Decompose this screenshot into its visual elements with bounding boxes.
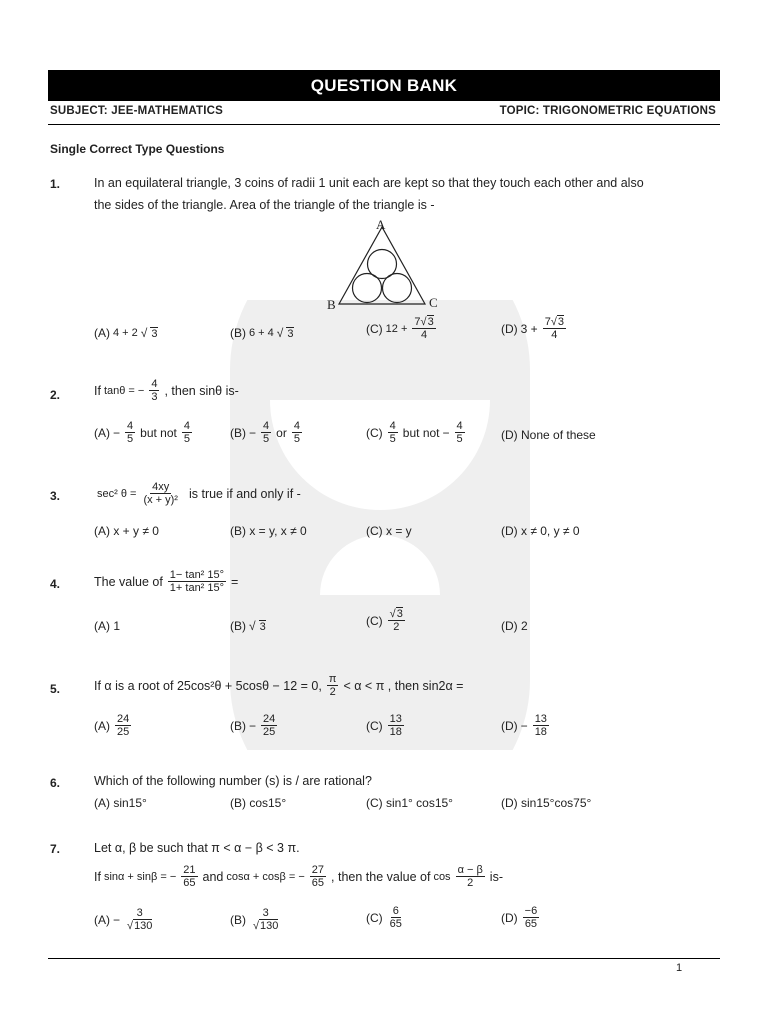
question-6-text: Which of the following number (s) is / are rational?: [94, 774, 372, 788]
question-4-text: The value of $\frac{\text{1− tan² 15°}}{\text{1+ tan² 15°}}$ =: [94, 569, 239, 594]
option-a[interactable]: (A) 4 + 2 √ 3: [94, 326, 158, 340]
option-a[interactable]: (A) − $\frac{3}{√130}$: [94, 907, 153, 932]
option-d[interactable]: (D) 3 + $\frac{7√3}{4}$: [501, 316, 564, 341]
question-number: 1.: [50, 177, 61, 191]
question-5-text: If α is a root of 25cos²θ + 5cosθ − 12 = 0, $\frac{\pi}{2}$ < α < π , then sin2α =: [94, 673, 464, 698]
header-divider: [48, 124, 720, 125]
footer-divider: [48, 958, 720, 959]
option-d[interactable]: (D) − $\frac{13}{18}$: [501, 713, 547, 738]
option-c[interactable]: (C) $\frac{6}{65}$: [366, 905, 402, 930]
section-title: Single Correct Type Questions: [50, 142, 225, 156]
subject-label: SUBJECT: JEE-MATHEMATICS: [50, 105, 224, 117]
option-c[interactable]: (C) x = y: [366, 524, 412, 538]
option-c[interactable]: (C) sin1° cos15°: [366, 796, 453, 810]
option-b[interactable]: (B) − $\frac{24}{25}$: [230, 713, 276, 738]
option-c[interactable]: (C) $\frac{√3}{2}$: [366, 608, 403, 633]
option-d[interactable]: (D) $\frac{-6}{65}$: [501, 905, 538, 930]
option-d[interactable]: (D) x ≠ 0, y ≠ 0: [501, 524, 580, 538]
option-c[interactable]: (C) 12 + $\frac{7√3}{4}$: [366, 316, 434, 341]
question-number: 6.: [50, 776, 61, 790]
option-b[interactable]: (B) cos15°: [230, 796, 287, 810]
option-d[interactable]: (D) sin15°cos75°: [501, 796, 592, 810]
vertex-label-c: C: [429, 295, 438, 310]
option-b[interactable]: (B) − $\frac{4}{5}$ or $\frac{4}{5}$: [230, 420, 300, 445]
option-c[interactable]: (C) $\frac{4}{5}$ but not − $\frac{4}{5}$: [366, 420, 463, 445]
option-d[interactable]: (D) 2: [501, 619, 528, 633]
option-b[interactable]: (B) √ 3: [230, 619, 266, 633]
question-2-text: If tanθ = − $\frac{4}{3}$ , then sinθ is-: [94, 378, 239, 403]
page-number: 1: [676, 962, 683, 974]
question-7-line-2: If sinα + sinβ = − $\frac{21}{65}$ and cosα + cosβ = − $\frac{27}{65}$ , then the value of cos $\frac{\alpha - \beta}{2}$ is-: [94, 864, 503, 889]
option-d[interactable]: (D) None of these: [501, 428, 596, 442]
option-a[interactable]: (A) 1: [94, 619, 121, 633]
triangle-coins-figure: [322, 216, 444, 312]
question-1-line-2: the sides of the triangle. Area of the triangle of the triangle is -: [94, 198, 435, 212]
option-c[interactable]: (C) $\frac{13}{18}$: [366, 713, 402, 738]
question-number: 7.: [50, 842, 61, 856]
option-a[interactable]: (A) x + y ≠ 0: [94, 524, 159, 538]
question-1-line-1: In an equilateral triangle, 3 coins of radii 1 unit each are kept so that they touch each other and also: [94, 176, 644, 190]
topic-label: TOPIC: TRIGONOMETRIC EQUATIONS: [499, 105, 716, 117]
option-b[interactable]: (B) x = y, x ≠ 0: [230, 524, 307, 538]
question-number: 2.: [50, 388, 61, 402]
question-number: 4.: [50, 577, 61, 591]
option-b[interactable]: (B) 6 + 4 √ 3: [230, 326, 294, 340]
question-7-line-1: Let α, β be such that π < α − β < 3 π.: [94, 841, 300, 855]
question-number: 5.: [50, 682, 61, 696]
option-a[interactable]: (A) sin15°: [94, 796, 147, 810]
option-b[interactable]: (B) $\frac{3}{√130}$: [230, 907, 279, 932]
option-a[interactable]: (A) − $\frac{4}{5}$ but not $\frac{4}{5}$: [94, 420, 190, 445]
vertex-label-a: A: [376, 217, 386, 232]
option-a[interactable]: (A) $\frac{24}{25}$: [94, 713, 130, 738]
question-number: 3.: [50, 489, 61, 503]
vertex-label-b: B: [327, 297, 336, 312]
page-title: QUESTION BANK: [48, 70, 720, 101]
question-3-text: sec² θ = $\frac{4xy}{\text{(x + y)²}}$ is true if and only if -: [97, 481, 301, 506]
